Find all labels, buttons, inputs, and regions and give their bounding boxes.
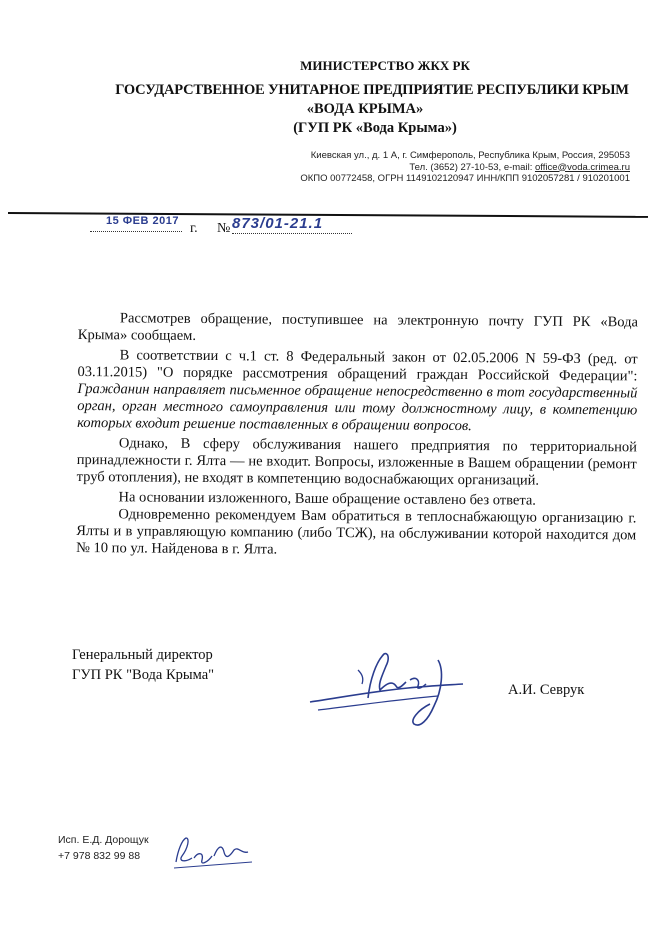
- signer-position: Генеральный директор: [72, 647, 213, 663]
- executor-signature: [168, 832, 258, 876]
- date-underline: [90, 231, 182, 232]
- ministry-title: МИНИСТЕРСТВО ЖКХ РК: [300, 58, 470, 73]
- executor-block: [58, 832, 149, 864]
- paragraph-law: [77, 347, 638, 436]
- letter-body: [76, 310, 638, 561]
- signer-block: [72, 645, 214, 685]
- registration-line: [90, 215, 390, 241]
- director-signature: [298, 640, 468, 735]
- number-label: №: [217, 221, 231, 236]
- paragraph-jurisdiction: Однако, В сферу обслуживания нашего предприятия по территориальной принадлежности г. Ялта — не входит. Вопросы, изложенные в Вашем обращении (ремонт труб отопления), не входят в компетенцию водоснабжающих организаций.: [76, 435, 638, 489]
- organization-full-name: ГОСУДАРСТВЕННОЕ УНИТАРНОЕ ПРЕДПРИЯТИЕ РЕСПУБЛИКИ КРЫМ: [115, 82, 629, 98]
- law-reference-text: В соответствии с ч.1 ст. 8 Федеральный закон от 02.05.2006 N 59-ФЗ (ред. от 03.11.2015) "О порядке рассмотрения обращений граждан Российской Федерации":: [77, 347, 638, 385]
- registry-codes-line: ОКПО 00772458, ОГРН 1149102120947 ИНН/КПП 9102057281 / 910201001: [300, 173, 630, 184]
- paragraph-decision: На основании изложенного, Ваше обращение оставлено без ответа.: [118, 489, 537, 509]
- paragraph-recommendation: Одновременно рекомендуем Вам обратиться в теплоснабжающую организацию г. Ялты и в управляющую компанию (либо ТСЖ), на обслуживании которой находится дом № 10 по ул. Найденова в г. Ялта.: [76, 506, 637, 558]
- executor-name: Исп. Е.Д. Дорощук: [58, 834, 149, 846]
- address-line: Киевская ул., д. 1 А, г. Симферополь, Республика Крым, Россия, 295053: [310, 150, 630, 161]
- email-link[interactable]: office@voda.crimea.ru: [534, 161, 630, 173]
- number-underline: [232, 233, 352, 234]
- organization-name: «ВОДА КРЫМА»: [306, 101, 424, 117]
- organization-short-name: (ГУП РК «Вода Крыма»): [293, 120, 457, 136]
- phone-email-line: [210, 162, 630, 174]
- phone-text: Тел. (3652) 27-10-53, e-mail:: [409, 161, 535, 173]
- contact-block: [210, 150, 630, 185]
- year-suffix-label: г.: [190, 221, 198, 236]
- signer-name: А.И. Севрук: [508, 682, 585, 698]
- registration-number: 873/01-21.1: [232, 215, 324, 232]
- law-quote-text: Гражданин направляет письменное обращение непосредственно в тот государственный орган, орган местного самоуправления или тому должностному лицу, в компетенцию которых входит решение поставленных в обращении вопросов.: [77, 380, 638, 435]
- date-stamp: 15 ФЕВ 2017: [106, 215, 179, 227]
- executor-phone: +7 978 832 99 88: [58, 850, 141, 862]
- paragraph-intro: Рассмотрев обращение, поступившее на электронную почту ГУП РК «Вода Крыма» сообщаем.: [77, 310, 638, 344]
- signer-organization: ГУП РК "Вода Крыма": [72, 667, 215, 683]
